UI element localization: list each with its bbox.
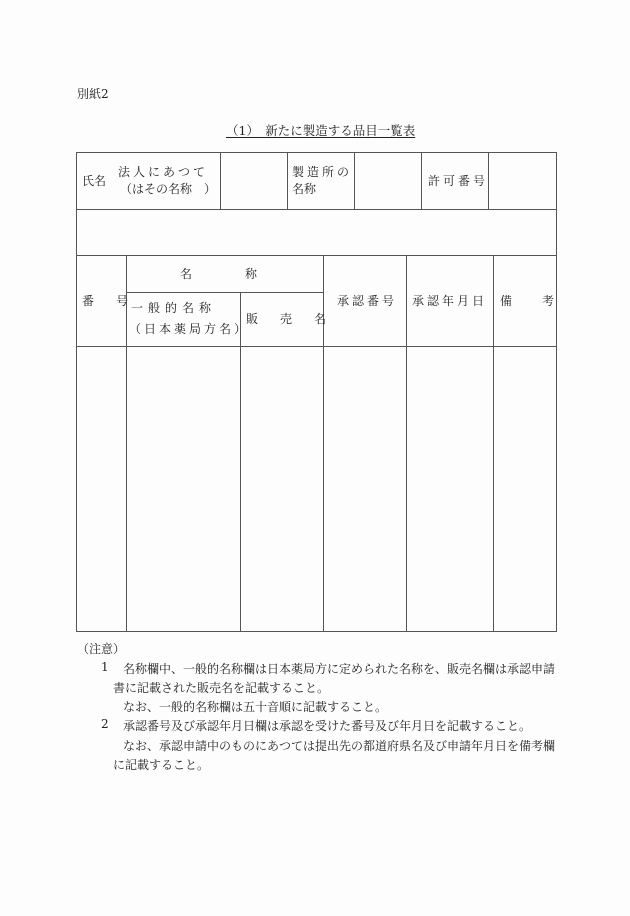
table-divider [421,152,422,209]
table-divider [126,292,323,293]
sales-name-column-header: 販 売 名 [246,312,332,326]
factory-name-label-line2: 名称 [292,182,317,196]
table-border-bottom [76,631,557,632]
permit-number-field[interactable] [489,153,556,209]
note-2-line2: なお、承認申請中のものにあつては提出先の都道府県名及び申請年月日を備考欄 [123,739,556,753]
factory-name-label-line1: 製造所の [292,165,353,179]
note-2-number: 2 [101,717,109,731]
name-field[interactable] [221,153,287,209]
generic-name-column-header: 一般的名称 [131,301,217,315]
approval-number-column-header: 承認番号 [337,294,398,308]
corporate-note-line1: 法人にあつて [118,165,209,179]
table-border-top [76,152,557,153]
note-1-line1: 名称欄中、一般的名称欄は日本薬局方に定められた名称を、販売名欄は承認申請 [123,662,556,676]
note-1-number: 1 [101,660,109,674]
page-title: （1） 新たに製造する品目一覧表 [226,123,416,138]
note-1-line3: なお、一般的名称欄は五十音順に記載すること。 [123,700,388,714]
item-entry-area[interactable] [77,347,556,631]
blank-row-field[interactable] [77,210,556,255]
permit-number-label: 許可番号 [428,174,489,188]
note-2-line1: 承認番号及び承認年月日欄は承認を受けた番号及び年月日を記載すること。 [123,719,532,733]
factory-name-field[interactable] [355,153,421,209]
note-2-line3: に記載すること。 [113,758,210,772]
corporate-note-line2: （はその名称 ） [120,182,217,196]
table-divider [287,152,288,209]
approval-date-column-header: 承認年月日 [412,294,488,308]
note-1-line2: 書に記載された販売名を記載すること。 [113,681,330,695]
jp-name-column-subheader: （日本薬局方名） [129,322,250,336]
number-column-header: 番 号 [82,294,134,308]
name-label: 氏名 [82,174,107,188]
table-divider [76,255,557,256]
notes-heading: （注意） [77,642,126,656]
table-border-right [556,152,557,632]
name-column-group-header: 名 称 [180,267,259,281]
attachment-label: 別紙2 [77,87,109,101]
remarks-column-header: 備 考 [500,294,557,308]
